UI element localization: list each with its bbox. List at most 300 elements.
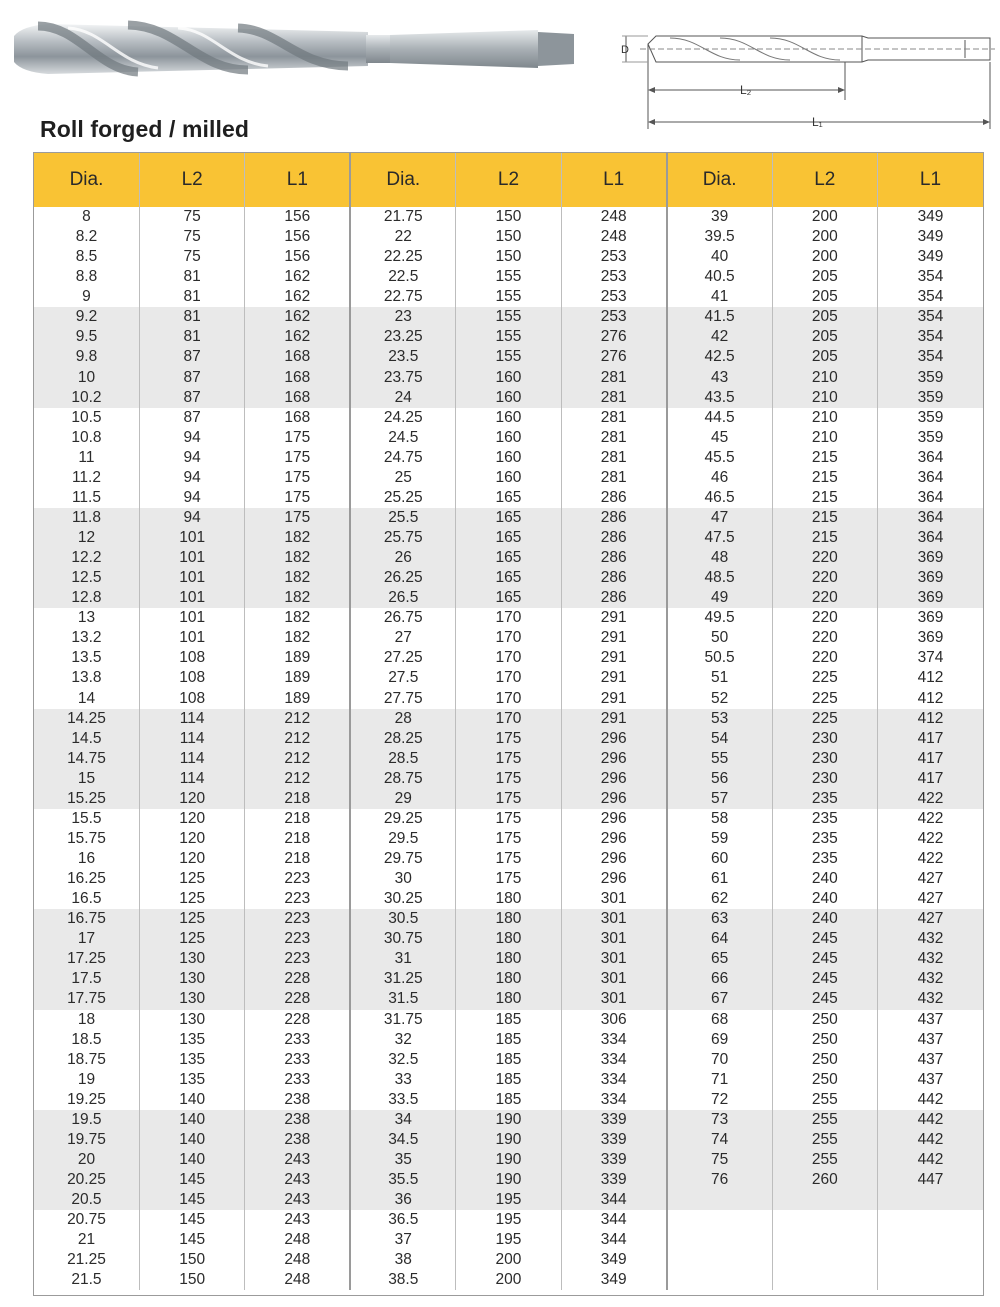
- table-cell: 175: [456, 789, 561, 809]
- table-cell: 27.25: [350, 648, 455, 668]
- table-row: [34, 1050, 983, 1070]
- table-cell: 11: [78, 448, 95, 466]
- table-cell: 125: [139, 869, 244, 889]
- table-cell: 205: [772, 307, 877, 327]
- table-cell: 11.5: [71, 488, 101, 506]
- table-cell: 212: [245, 769, 350, 789]
- table-cell: 255: [772, 1090, 877, 1110]
- table-cell: 43: [667, 368, 772, 388]
- table-cell: 301: [561, 929, 666, 949]
- table-cell: 53: [667, 709, 772, 729]
- table-cell: 215: [772, 468, 877, 488]
- table-cell: 182: [245, 568, 350, 588]
- table-cell: 212: [245, 709, 350, 729]
- table-row: [34, 388, 983, 408]
- table-cell: 218: [245, 849, 350, 869]
- table-cell: 190: [456, 1110, 561, 1130]
- table-cell: 33: [350, 1070, 455, 1090]
- table-cell: 15.25: [34, 789, 139, 809]
- table-cell: 296: [561, 829, 666, 849]
- table-row: [34, 207, 983, 227]
- table-cell: 339: [561, 1130, 666, 1150]
- table-cell: 108: [139, 648, 244, 668]
- table-cell: 223: [245, 889, 350, 909]
- table-cell: 87: [139, 388, 244, 408]
- table-cell: 412: [878, 668, 984, 688]
- table-cell: [772, 1270, 877, 1290]
- table-cell: 218: [245, 789, 350, 809]
- table-cell: 225: [772, 689, 877, 709]
- table-cell: 35: [350, 1150, 455, 1170]
- table-cell: 165: [456, 488, 561, 508]
- table-row: [34, 829, 983, 849]
- table-cell: 145: [139, 1230, 244, 1250]
- table-cell: 57: [667, 789, 772, 809]
- table-cell: 243: [245, 1210, 350, 1230]
- table-cell: 156: [245, 227, 350, 247]
- table-cell: 344: [561, 1210, 666, 1230]
- table-cell: 23: [350, 307, 455, 327]
- column-header: L2: [772, 153, 877, 207]
- table-cell: 422: [878, 809, 984, 829]
- table-cell: 28: [350, 709, 455, 729]
- table-cell: 30: [350, 869, 455, 889]
- dim-l1-label: L₁: [812, 115, 823, 129]
- table-cell: 31.25: [350, 969, 455, 989]
- table-cell: 25.75: [350, 528, 455, 548]
- table-cell: 150: [456, 247, 561, 267]
- table-cell: 175: [456, 829, 561, 849]
- table-cell: 65: [667, 949, 772, 969]
- table-cell: 233: [245, 1050, 350, 1070]
- table-cell: 437: [878, 1030, 984, 1050]
- table-cell: 180: [456, 889, 561, 909]
- table-cell: 291: [561, 648, 666, 668]
- table-cell: 168: [245, 368, 350, 388]
- table-cell: 253: [561, 267, 666, 287]
- table-cell: 180: [456, 909, 561, 929]
- table-cell: 223: [245, 949, 350, 969]
- table-cell: 175: [456, 809, 561, 829]
- table-cell: 30.25: [350, 889, 455, 909]
- table-cell: 140: [139, 1130, 244, 1150]
- table-cell: 19: [77, 1070, 96, 1088]
- table-cell: 250: [772, 1010, 877, 1030]
- table-cell: 417: [878, 749, 984, 769]
- table-cell: 9.2: [34, 307, 139, 327]
- table-cell: 155: [456, 267, 561, 287]
- table-cell: 31.75: [350, 1010, 455, 1030]
- table-cell: 245: [772, 969, 877, 989]
- table-cell: 10.2: [34, 388, 139, 408]
- table-cell: 9.5: [34, 327, 139, 347]
- table-cell: 101: [139, 628, 244, 648]
- table-cell: 369: [878, 608, 984, 628]
- table-cell: 21.75: [350, 207, 455, 227]
- table-cell: 41.5: [667, 307, 772, 327]
- table-cell: 16: [77, 850, 96, 868]
- table-cell: 162: [245, 287, 350, 307]
- table-cell: 17.5: [34, 969, 139, 989]
- table-cell: 13: [77, 609, 96, 627]
- table-cell: 422: [878, 789, 984, 809]
- table-cell: 235: [772, 849, 877, 869]
- table-cell: 48.5: [667, 568, 772, 588]
- table-cell: 23.5: [350, 347, 455, 367]
- table-cell: 52: [667, 689, 772, 709]
- table-cell: 286: [561, 528, 666, 548]
- table-cell: 238: [245, 1090, 350, 1110]
- table-row: [34, 749, 983, 769]
- table-cell: 11.2: [71, 468, 101, 486]
- table-cell: 344: [561, 1230, 666, 1250]
- table-row: [34, 628, 983, 648]
- table-cell: 27.75: [350, 689, 455, 709]
- table-cell: 19.5: [34, 1110, 139, 1130]
- table-cell: 38.5: [350, 1270, 455, 1290]
- column-header: L2: [139, 153, 244, 207]
- table-cell: 74: [667, 1130, 772, 1150]
- table-cell: 29: [350, 789, 455, 809]
- table-cell: 218: [245, 809, 350, 829]
- table-cell: 94: [139, 428, 244, 448]
- table-cell: 190: [456, 1150, 561, 1170]
- table-cell: 48: [667, 548, 772, 568]
- table-cell: 250: [772, 1070, 877, 1090]
- table-cell: 200: [772, 227, 877, 247]
- table-cell: 14.5: [34, 729, 139, 749]
- table-cell: 281: [561, 368, 666, 388]
- table-cell: 20.5: [34, 1190, 139, 1210]
- table-cell: 69: [667, 1030, 772, 1050]
- table-cell: [772, 1190, 877, 1210]
- table-cell: 412: [878, 689, 984, 709]
- table-cell: 125: [139, 929, 244, 949]
- table-cell: 168: [245, 347, 350, 367]
- table-cell: 26.75: [350, 608, 455, 628]
- table-cell: 160: [456, 368, 561, 388]
- table-cell: 417: [878, 729, 984, 749]
- table-cell: 369: [878, 548, 984, 568]
- table-cell: 61: [667, 869, 772, 889]
- table-cell: 46: [667, 468, 772, 488]
- table-cell: 75: [139, 247, 244, 267]
- table-cell: [667, 1230, 772, 1250]
- table-cell: 22.5: [350, 267, 455, 287]
- table-cell: 27.5: [350, 668, 455, 688]
- table-cell: 228: [245, 989, 350, 1009]
- table-cell: 156: [245, 207, 350, 227]
- table-row: [34, 608, 983, 628]
- table-cell: 230: [772, 729, 877, 749]
- table-row: [34, 428, 983, 448]
- table-cell: 364: [878, 528, 984, 548]
- table-cell: 210: [772, 408, 877, 428]
- table-cell: 19.25: [67, 1090, 106, 1108]
- table-cell: 21: [77, 1231, 96, 1249]
- table-cell: 25: [350, 468, 455, 488]
- table-cell: [772, 1230, 877, 1250]
- table-cell: 427: [878, 869, 984, 889]
- table-cell: 442: [878, 1130, 984, 1150]
- table-cell: 170: [456, 668, 561, 688]
- table-cell: 205: [772, 327, 877, 347]
- table-cell: 12.5: [34, 568, 139, 588]
- table-cell: 296: [561, 729, 666, 749]
- table-cell: 44.5: [667, 408, 772, 428]
- table-cell: 212: [245, 749, 350, 769]
- table-cell: 417: [878, 769, 984, 789]
- table-cell: 223: [245, 929, 350, 949]
- table-cell: 220: [772, 548, 877, 568]
- table-cell: 248: [245, 1270, 350, 1290]
- table-cell: 220: [772, 588, 877, 608]
- table-row: [34, 1130, 983, 1150]
- table-cell: 175: [456, 849, 561, 869]
- table-row: [34, 889, 983, 909]
- table-cell: 180: [456, 989, 561, 1009]
- table-cell: 243: [245, 1190, 350, 1210]
- table-cell: 162: [245, 327, 350, 347]
- table-cell: 228: [245, 1010, 350, 1030]
- table-row: [34, 769, 983, 789]
- table-cell: 42.5: [667, 347, 772, 367]
- table-cell: 220: [772, 648, 877, 668]
- table-cell: 369: [878, 568, 984, 588]
- table-cell: 29.25: [350, 809, 455, 829]
- table-cell: 349: [878, 227, 984, 247]
- table-cell: 81: [139, 327, 244, 347]
- table-cell: 175: [456, 729, 561, 749]
- table-cell: 185: [456, 1030, 561, 1050]
- table-cell: 11.8: [34, 508, 139, 528]
- table-cell: 156: [245, 247, 350, 267]
- table-cell: 230: [772, 769, 877, 789]
- table-cell: 101: [139, 608, 244, 628]
- table-cell: 189: [245, 668, 350, 688]
- table-cell: 64: [667, 929, 772, 949]
- table-cell: 15: [34, 769, 139, 789]
- table-cell: 422: [878, 849, 984, 869]
- table-cell: 432: [878, 949, 984, 969]
- table-cell: 185: [456, 1010, 561, 1030]
- table-cell: 24.75: [350, 448, 455, 468]
- table-cell: 12.2: [34, 548, 139, 568]
- table-row: [34, 989, 983, 1009]
- table-cell: 165: [456, 508, 561, 528]
- table-cell: 195: [456, 1210, 561, 1230]
- table-row: [34, 1090, 983, 1110]
- table-cell: 170: [456, 709, 561, 729]
- table-cell: 168: [245, 388, 350, 408]
- table-cell: 130: [139, 1010, 244, 1030]
- table-row: [34, 327, 983, 347]
- table-cell: 200: [456, 1250, 561, 1270]
- table-cell: 364: [878, 448, 984, 468]
- table-cell: 160: [456, 428, 561, 448]
- table-row: [34, 1070, 983, 1090]
- table-cell: 62: [667, 889, 772, 909]
- table-cell: 437: [878, 1050, 984, 1070]
- table-cell: 160: [456, 388, 561, 408]
- table-cell: 32.5: [350, 1050, 455, 1070]
- table-cell: 223: [245, 869, 350, 889]
- table-cell: 447: [878, 1170, 984, 1190]
- table-row: [34, 287, 983, 307]
- table-cell: 349: [878, 207, 984, 227]
- table-row: [34, 969, 983, 989]
- table-cell: [772, 1250, 877, 1270]
- table-row: [34, 789, 983, 809]
- dim-l2-label: L₂: [740, 83, 752, 97]
- table-cell: 155: [456, 287, 561, 307]
- table-cell: 50.5: [667, 648, 772, 668]
- table-cell: 250: [772, 1030, 877, 1050]
- table-cell: 301: [561, 889, 666, 909]
- table-cell: 130: [139, 989, 244, 1009]
- table-row: [34, 1270, 983, 1290]
- table-cell: 41: [667, 287, 772, 307]
- table-cell: [878, 1210, 984, 1230]
- table-cell: 22.25: [350, 247, 455, 267]
- table-cell: 349: [561, 1270, 666, 1290]
- table-cell: 87: [139, 408, 244, 428]
- table-cell: 374: [878, 648, 984, 668]
- table-row: [34, 468, 983, 488]
- table-cell: 30.75: [350, 929, 455, 949]
- table-cell: [878, 1250, 984, 1270]
- table-cell: 170: [456, 648, 561, 668]
- table-cell: 349: [878, 247, 984, 267]
- table-cell: 225: [772, 668, 877, 688]
- table-cell: 31: [350, 949, 455, 969]
- table-cell: 63: [667, 909, 772, 929]
- table-cell: 39: [667, 207, 772, 227]
- table-cell: 245: [772, 929, 877, 949]
- table-cell: 238: [245, 1130, 350, 1150]
- table-cell: 276: [561, 347, 666, 367]
- table-cell: 39.5: [667, 227, 772, 247]
- table-cell: 28.25: [350, 729, 455, 749]
- table-cell: 73: [667, 1110, 772, 1130]
- table-cell: 101: [139, 528, 244, 548]
- table-cell: 50: [667, 628, 772, 648]
- table-cell: 108: [139, 668, 244, 688]
- table-cell: 43.5: [667, 388, 772, 408]
- table-cell: 175: [245, 428, 350, 448]
- table-cell: 291: [561, 668, 666, 688]
- table-cell: 339: [561, 1170, 666, 1190]
- table-cell: 260: [772, 1170, 877, 1190]
- table-cell: 81: [139, 307, 244, 327]
- table-row: [34, 1110, 983, 1130]
- table-cell: 175: [456, 869, 561, 889]
- table-cell: 20.75: [67, 1211, 106, 1229]
- table-cell: 150: [139, 1270, 244, 1290]
- table-cell: 125: [139, 909, 244, 929]
- table-cell: 223: [245, 909, 350, 929]
- table-cell: 160: [456, 408, 561, 428]
- table-cell: 26.25: [350, 568, 455, 588]
- table-cell: 8.2: [75, 228, 98, 246]
- table-cell: 291: [561, 608, 666, 628]
- table-cell: 195: [456, 1190, 561, 1210]
- table-row: [34, 247, 983, 267]
- table-cell: 47.5: [667, 528, 772, 548]
- column-header: Dia.: [350, 153, 455, 207]
- table-cell: 286: [561, 588, 666, 608]
- table-cell: 182: [245, 548, 350, 568]
- table-cell: 180: [456, 949, 561, 969]
- table-cell: 21.25: [67, 1251, 106, 1269]
- table-cell: 13.5: [71, 649, 102, 667]
- table-cell: 205: [772, 267, 877, 287]
- table-cell: 253: [561, 247, 666, 267]
- table-cell: 354: [878, 287, 984, 307]
- table-cell: 114: [139, 769, 244, 789]
- table-cell: 301: [561, 989, 666, 1009]
- table-cell: 180: [456, 969, 561, 989]
- table-cell: 87: [139, 347, 244, 367]
- table-row: [34, 729, 983, 749]
- table-cell: 248: [561, 227, 666, 247]
- table-cell: 168: [245, 408, 350, 428]
- table-cell: 37: [350, 1230, 455, 1250]
- table-cell: 369: [878, 628, 984, 648]
- table-cell: 245: [772, 989, 877, 1009]
- table-cell: 22: [350, 227, 455, 247]
- table-cell: 17.25: [34, 949, 139, 969]
- table-cell: 339: [561, 1150, 666, 1170]
- table-cell: 281: [561, 448, 666, 468]
- table-cell: 19.75: [34, 1130, 139, 1150]
- table-cell: 170: [456, 689, 561, 709]
- table-cell: 35.5: [350, 1170, 455, 1190]
- table-cell: 155: [456, 347, 561, 367]
- table-cell: 10.8: [71, 428, 102, 446]
- table-cell: 210: [772, 368, 877, 388]
- table-cell: 255: [772, 1130, 877, 1150]
- table-cell: 87: [139, 368, 244, 388]
- table-cell: 185: [456, 1050, 561, 1070]
- table-cell: 25.5: [350, 508, 455, 528]
- table-cell: 225: [772, 709, 877, 729]
- table-cell: 34.5: [350, 1130, 455, 1150]
- table-cell: 334: [561, 1090, 666, 1110]
- table-row: [34, 648, 983, 668]
- table-cell: 155: [456, 307, 561, 327]
- table-cell: 255: [772, 1110, 877, 1130]
- table-cell: 46.5: [667, 488, 772, 508]
- table-cell: [667, 1210, 772, 1230]
- table-cell: 16.75: [34, 909, 139, 929]
- table-cell: 235: [772, 829, 877, 849]
- table-cell: 334: [561, 1030, 666, 1050]
- table-cell: 31.5: [350, 989, 455, 1009]
- table-cell: 10: [34, 368, 139, 388]
- table-cell: 130: [139, 949, 244, 969]
- table-row: [34, 1030, 983, 1050]
- table-cell: 16.25: [67, 870, 106, 888]
- table-cell: 70: [667, 1050, 772, 1070]
- table-cell: 248: [561, 207, 666, 227]
- table-cell: 29.5: [350, 829, 455, 849]
- table-cell: 94: [139, 448, 244, 468]
- table-row: [34, 1210, 983, 1230]
- table-cell: 442: [878, 1150, 984, 1170]
- table-cell: 12: [34, 528, 139, 548]
- table-cell: [667, 1190, 772, 1210]
